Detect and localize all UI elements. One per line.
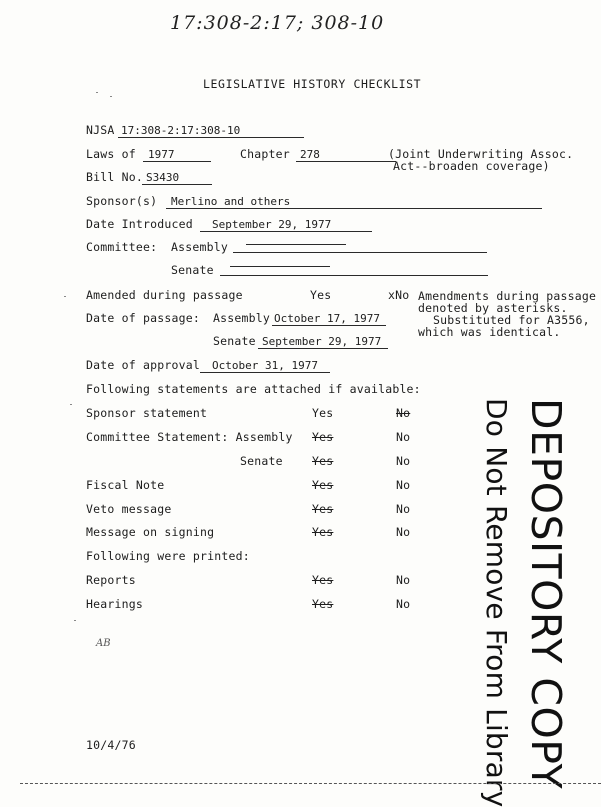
scan-speck: [74, 620, 76, 621]
committee-assembly-underline: [233, 252, 487, 253]
scan-speck: [96, 92, 98, 93]
date-of-approval-value: October 31, 1977: [212, 359, 318, 372]
depository-copy-stamp: DEPOSITORY COPY: [522, 398, 570, 790]
initials-mark: AB: [96, 638, 111, 649]
title-note-line-1: (Joint Underwriting Assoc.: [388, 147, 574, 161]
statement-row-no: No: [396, 430, 411, 444]
njsa-underline: [118, 137, 304, 138]
statement-row-label: Committee Statement: Assembly: [86, 430, 293, 444]
amendment-note-line-4: which was identical.: [418, 325, 561, 339]
scan-speck: [70, 404, 72, 405]
committee-senate-label: Senate: [171, 263, 214, 277]
date-of-passage-label: Date of passage:: [86, 311, 200, 325]
date-introduced-label: Date Introduced: [86, 217, 193, 231]
laws-of-underline: [143, 161, 211, 162]
printed-row-yes-struck: Yes: [312, 597, 334, 611]
date-introduced-underline: [200, 231, 372, 232]
title-note-line-2: Act--broaden coverage): [393, 159, 550, 173]
printed-heading: Following were printed:: [86, 549, 250, 563]
passage-assembly-value: October 17, 1977: [274, 312, 380, 325]
printed-row-no: No: [396, 573, 411, 587]
scan-speck: [64, 296, 66, 297]
amendment-note-line-2: denoted by asterisks.: [418, 301, 568, 315]
statement-row-yes-struck: Yes: [312, 502, 334, 516]
statement-row-yes: Yes: [312, 406, 334, 420]
passage-assembly-label: Assembly: [213, 311, 270, 325]
chapter-value: 278: [300, 148, 320, 161]
statement-row-label: Veto message: [86, 502, 172, 516]
date-of-approval-underline: [200, 372, 330, 373]
statement-row-no-struck: No: [396, 406, 411, 420]
date-of-approval-label: Date of approval: [86, 358, 200, 372]
laws-of-value: 1977: [148, 148, 175, 161]
njsa-value: 17:308-2:17:308-10: [121, 124, 241, 137]
chapter-underline: [296, 161, 396, 162]
statement-row-label: Senate: [240, 454, 283, 468]
footer-date: 10/4/76: [86, 738, 136, 752]
statement-row-yes-struck: Yes: [312, 525, 334, 539]
sponsor-value: Merlino and others: [171, 195, 291, 208]
bill-no-value: S3430: [146, 171, 180, 184]
committee-senate-strike: [230, 266, 330, 267]
committee-senate-underline: [220, 275, 488, 276]
printed-row-label: Hearings: [86, 597, 143, 611]
document-title: LEGISLATIVE HISTORY CHECKLIST: [203, 77, 422, 91]
sponsor-underline: [166, 208, 542, 209]
statement-row-label: Fiscal Note: [86, 478, 165, 492]
statement-row-label: Message on signing: [86, 525, 215, 539]
printed-row-no: No: [396, 597, 411, 611]
bill-no-underline: [142, 184, 212, 185]
amended-label: Amended during passage: [86, 288, 243, 302]
amended-yes: Yes: [310, 288, 332, 302]
statement-row-yes-struck: Yes: [312, 430, 334, 444]
laws-of-label: Laws of: [86, 147, 136, 161]
statement-row-no: No: [396, 454, 411, 468]
scan-speck: [110, 96, 112, 97]
bottom-dashed-rule: [20, 783, 601, 784]
statement-row-no: No: [396, 525, 411, 539]
handwritten-statute-reference: 17:308-2:17; 308-10: [170, 12, 385, 34]
amended-no-marked: xNo: [388, 288, 410, 302]
bill-no-label: Bill No.: [86, 170, 143, 184]
passage-assembly-underline: [272, 325, 386, 326]
committee-label: Committee:: [86, 240, 158, 254]
printed-row-label: Reports: [86, 573, 136, 587]
sponsor-label: Sponsor(s): [86, 194, 158, 208]
date-introduced-value: September 29, 1977: [212, 218, 332, 231]
statement-row-no: No: [396, 478, 411, 492]
njsa-label: NJSA: [86, 123, 115, 137]
printed-row-yes-struck: Yes: [312, 573, 334, 587]
committee-assembly-label: Assembly: [171, 240, 228, 254]
passage-senate-underline: [258, 348, 388, 349]
amendment-note-line-1: Amendments during passage: [418, 289, 597, 303]
statement-row-yes-struck: Yes: [312, 478, 334, 492]
statements-heading: Following statements are attached if available:: [86, 382, 421, 396]
statement-row-yes-struck: Yes: [312, 454, 334, 468]
chapter-label: Chapter: [240, 147, 290, 161]
statement-row-no: No: [396, 502, 411, 516]
passage-senate-value: September 29, 1977: [262, 335, 382, 348]
amendment-note-line-3: Substituted for A3556,: [433, 313, 590, 327]
committee-assembly-strike: [246, 244, 346, 245]
passage-senate-label: Senate: [213, 334, 256, 348]
statement-row-label: Sponsor statement: [86, 406, 208, 420]
do-not-remove-stamp: Do Not Remove From Library: [480, 398, 513, 807]
